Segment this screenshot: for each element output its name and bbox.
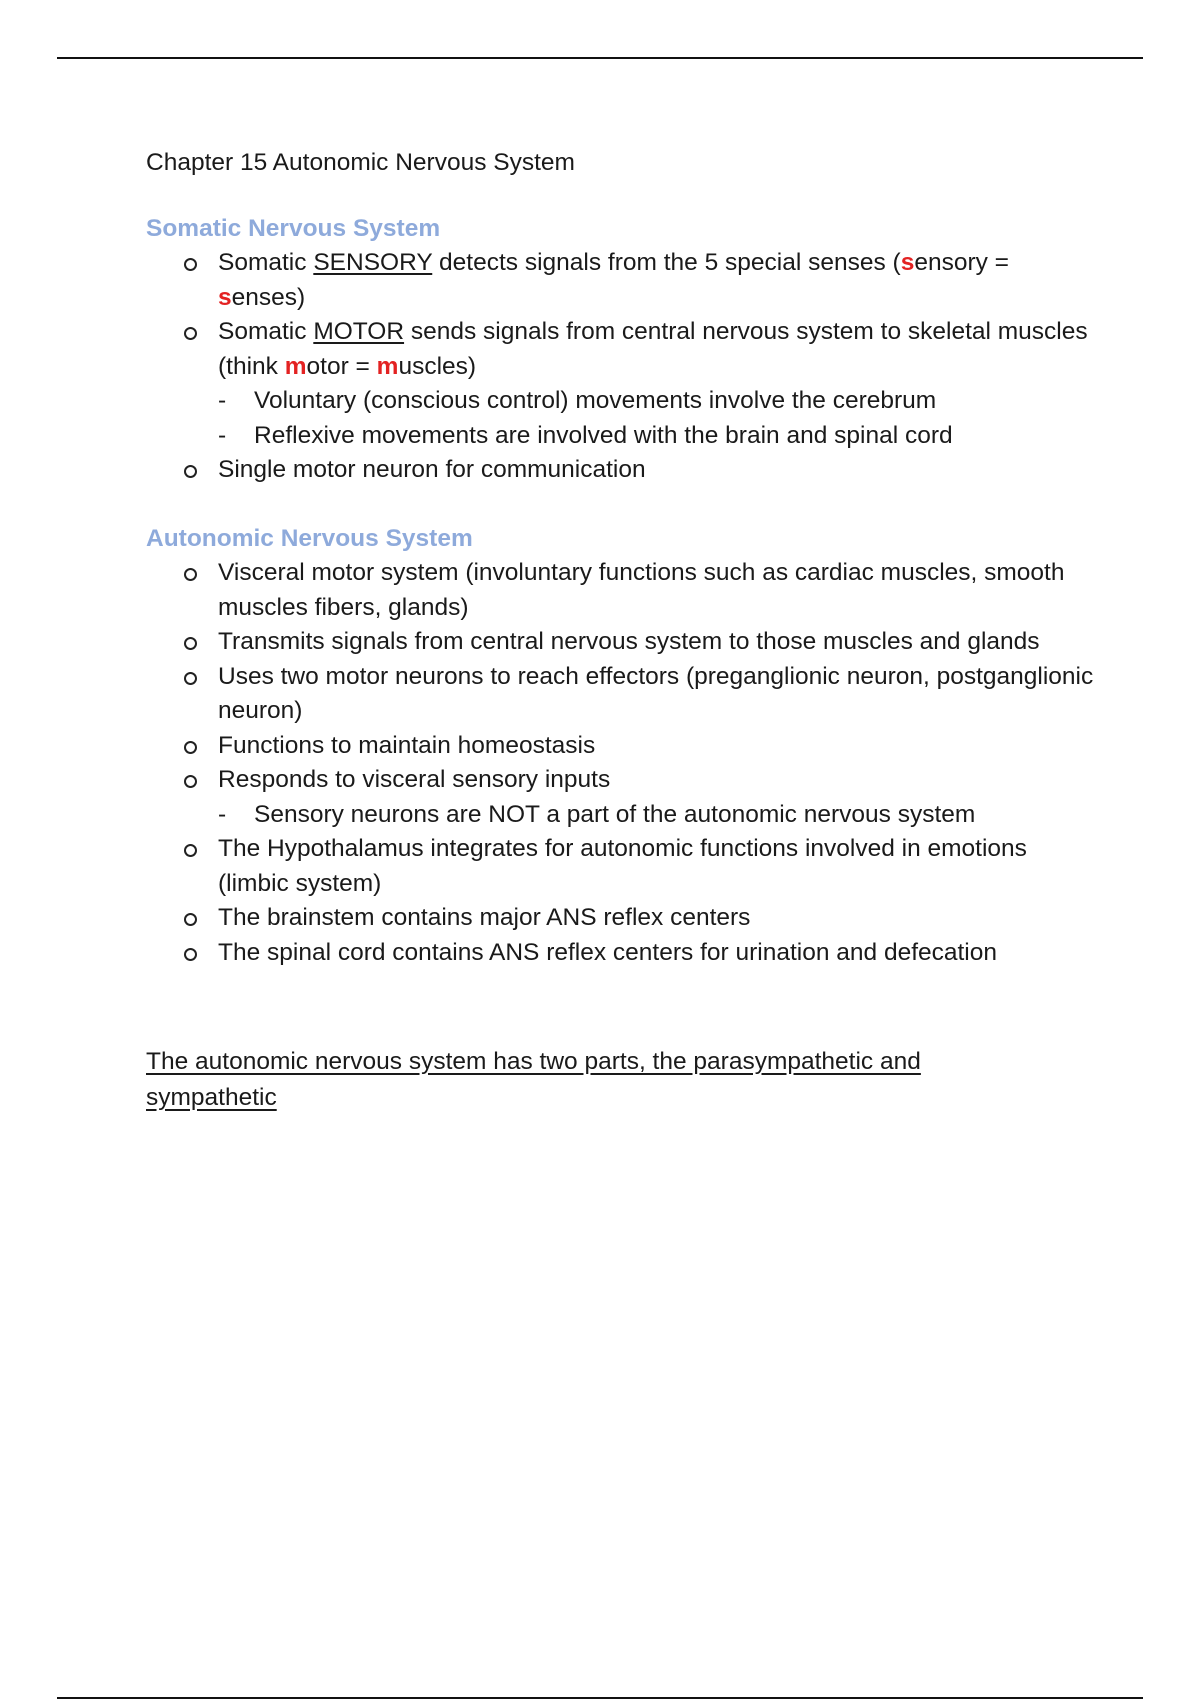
circle-bullet-icon: [184, 465, 197, 478]
highlight-letter: s: [218, 283, 232, 311]
sub-list-item: - Sensory neurons are NOT a part of the autonomic nervous system: [146, 798, 1096, 833]
highlight-letter: s: [900, 249, 915, 276]
circle-bullet-icon: [184, 672, 197, 685]
dash-bullet-icon: -: [218, 387, 227, 414]
summary-statement: The autonomic nervous system has two parts, the parasympathetic and sympathetic: [146, 1048, 921, 1111]
list-item: Visceral motor system (involuntary functions such as cardiac muscles, smooth muscles fibers, glands): [146, 556, 1096, 625]
heading-autonomic: Autonomic Nervous System: [146, 525, 473, 552]
list-item: Somatic MOTOR sends signals from central nervous system to skeletal muscles (think motor = muscles): [146, 315, 1096, 384]
heading-somatic: Somatic Nervous System: [146, 215, 441, 242]
list-item: Responds to visceral sensory inputs: [146, 763, 1096, 798]
keyword-motor: MOTOR: [313, 318, 405, 345]
footer-rule: [57, 1697, 1143, 1699]
highlight-letter: m: [284, 352, 307, 380]
sub-list-item: - Reflexive movements are involved with the brain and spinal cord: [146, 419, 1096, 454]
dash-bullet-icon: -: [218, 800, 227, 828]
circle-bullet-icon: [184, 948, 197, 961]
list-item: Functions to maintain homeostasis: [146, 729, 1096, 764]
keyword-sensory: SENSORY: [313, 249, 433, 276]
highlight-letter: m: [376, 352, 399, 380]
header-rule: [57, 57, 1143, 59]
circle-bullet-icon: [184, 637, 197, 650]
somatic-list: [146, 246, 1096, 488]
circle-bullet-icon: [184, 327, 197, 340]
circle-bullet-icon: [184, 568, 197, 581]
list-item: Single motor neuron for communication: [146, 453, 1096, 488]
circle-bullet-icon: [184, 775, 197, 788]
list-item: The brainstem contains major ANS reflex centers: [146, 901, 1096, 936]
sub-list-item: - Voluntary (conscious control) movements involve the cerebrum: [146, 384, 1096, 419]
document-title: Chapter 15 Autonomic Nervous System: [146, 149, 575, 176]
list-item: The spinal cord contains ANS reflex centers for urination and defecation: [146, 936, 1096, 971]
list-item: Transmits signals from central nervous system to those muscles and glands: [146, 625, 1096, 660]
autonomic-list: [146, 556, 1096, 970]
list-item: Uses two motor neurons to reach effectors (preganglionic neuron, postganglionic neuron): [146, 660, 1096, 729]
list-item: Somatic SENSORY detects signals from the 5 special senses (sensory = senses): [146, 246, 1096, 315]
circle-bullet-icon: [184, 258, 197, 271]
list-item: The Hypothalamus integrates for autonomic functions involved in emotions (limbic system): [146, 832, 1096, 901]
dash-bullet-icon: -: [218, 421, 227, 449]
circle-bullet-icon: [184, 913, 197, 926]
circle-bullet-icon: [184, 844, 197, 857]
circle-bullet-icon: [184, 741, 197, 754]
